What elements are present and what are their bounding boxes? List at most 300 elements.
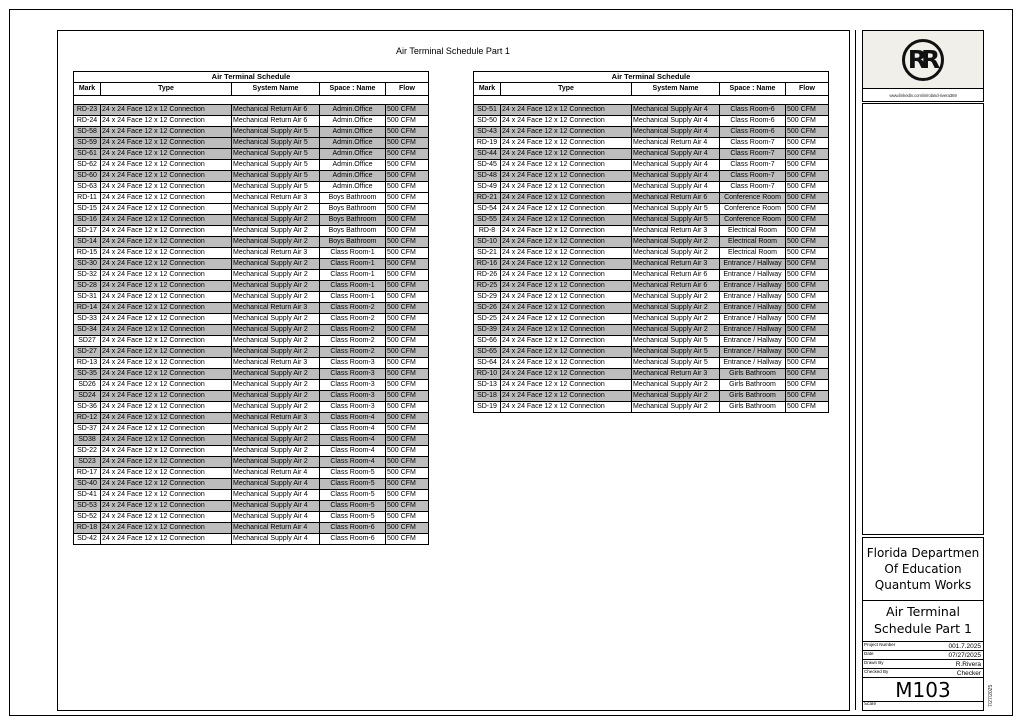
system-cell: Mechanical Supply Air 5 (632, 358, 720, 369)
table-row (74, 446, 429, 457)
flow-cell: 500 CFM (386, 248, 429, 259)
system-cell: Mechanical Supply Air 2 (632, 391, 720, 402)
flow-cell: 500 CFM (386, 336, 429, 347)
flow-cell: 500 CFM (786, 402, 829, 413)
table-row (74, 534, 429, 545)
mark-cell: RD-18 (74, 523, 101, 534)
system-cell: Mechanical Supply Air 2 (632, 402, 720, 413)
system-cell: Mechanical Return Air 3 (232, 303, 320, 314)
space-cell: Boys Bathroom (320, 237, 386, 248)
space-cell: Class Room-7 (720, 160, 786, 171)
table-row (74, 523, 429, 534)
table-row (74, 226, 429, 237)
table-row (474, 259, 829, 270)
flow-cell: 500 CFM (786, 204, 829, 215)
mark-cell: SD27 (74, 336, 101, 347)
table-row (474, 347, 829, 358)
system-cell: Mechanical Supply Air 4 (232, 534, 320, 545)
table-row (74, 270, 429, 281)
flow-cell: 500 CFM (386, 424, 429, 435)
type-cell: 24 x 24 Face 12 x 12 Connection (101, 303, 232, 314)
table-row (74, 149, 429, 160)
space-cell: Admin.Office (320, 116, 386, 127)
table-row (74, 281, 429, 292)
table-row (74, 501, 429, 512)
table-row (74, 237, 429, 248)
space-cell: Class Room-2 (320, 336, 386, 347)
table-row (474, 116, 829, 127)
column-header: Space : Name (320, 83, 386, 96)
flow-cell: 500 CFM (386, 501, 429, 512)
space-cell: Class Room-6 (720, 116, 786, 127)
type-cell: 24 x 24 Face 12 x 12 Connection (501, 270, 632, 281)
type-cell: 24 x 24 Face 12 x 12 Connection (501, 149, 632, 160)
flow-cell: 500 CFM (386, 193, 429, 204)
field-project-number (863, 641, 983, 650)
system-cell: Mechanical Supply Air 5 (232, 149, 320, 160)
flow-cell: 500 CFM (386, 281, 429, 292)
type-cell: 24 x 24 Face 12 x 12 Connection (501, 402, 632, 413)
table-title: Air Terminal Schedule (74, 72, 429, 83)
air-terminal-schedule-table-right (473, 71, 829, 413)
flow-cell: 500 CFM (786, 149, 829, 160)
mark-cell: SD-50 (474, 116, 501, 127)
type-cell: 24 x 24 Face 12 x 12 Connection (501, 193, 632, 204)
flow-cell: 500 CFM (786, 160, 829, 171)
flow-cell: 500 CFM (386, 226, 429, 237)
flow-cell: 500 CFM (386, 237, 429, 248)
table-row (474, 215, 829, 226)
flow-cell: 500 CFM (386, 435, 429, 446)
type-cell: 24 x 24 Face 12 x 12 Connection (101, 479, 232, 490)
type-cell: 24 x 24 Face 12 x 12 Connection (101, 325, 232, 336)
space-cell: Boys Bathroom (320, 193, 386, 204)
mark-cell: RD-17 (74, 468, 101, 479)
field-value: R.Rivera (955, 661, 981, 668)
space-cell: Conference Room (720, 193, 786, 204)
space-cell: Class Room-6 (320, 534, 386, 545)
space-cell: Entrance / Hallway (720, 270, 786, 281)
space-cell: Class Room-2 (320, 303, 386, 314)
viewport-title: Air Terminal Schedule Part 1 (396, 46, 510, 56)
space-cell: Entrance / Hallway (720, 259, 786, 270)
table-title-row (474, 72, 829, 83)
flow-cell: 500 CFM (786, 380, 829, 391)
field-label: Checked By (864, 669, 889, 674)
type-cell: 24 x 24 Face 12 x 12 Connection (501, 127, 632, 138)
flow-cell: 500 CFM (386, 413, 429, 424)
table-blank-row (474, 96, 829, 105)
table-row (74, 490, 429, 501)
field-value: 07/27/2025 (948, 652, 981, 659)
table-row (74, 259, 429, 270)
system-cell: Mechanical Supply Air 4 (632, 116, 720, 127)
table-header-row (474, 83, 829, 96)
type-cell: 24 x 24 Face 12 x 12 Connection (501, 369, 632, 380)
system-cell: Mechanical Return Air 6 (632, 270, 720, 281)
system-cell: Mechanical Supply Air 5 (232, 160, 320, 171)
table-row (74, 380, 429, 391)
mark-cell: SD-45 (474, 160, 501, 171)
flow-cell: 500 CFM (386, 314, 429, 325)
space-cell: Entrance / Hallway (720, 303, 786, 314)
flow-cell: 500 CFM (386, 369, 429, 380)
space-cell: Class Room-3 (320, 402, 386, 413)
table-row (74, 347, 429, 358)
type-cell: 24 x 24 Face 12 x 12 Connection (101, 116, 232, 127)
type-cell: 24 x 24 Face 12 x 12 Connection (501, 281, 632, 292)
table-row (74, 292, 429, 303)
mark-cell: RD-24 (74, 116, 101, 127)
mark-cell: SD-19 (474, 402, 501, 413)
flow-cell: 500 CFM (786, 105, 829, 116)
type-cell: 24 x 24 Face 12 x 12 Connection (501, 226, 632, 237)
type-cell: 24 x 24 Face 12 x 12 Connection (101, 380, 232, 391)
space-cell: Electrical Room (720, 248, 786, 259)
system-cell: Mechanical Supply Air 2 (632, 380, 720, 391)
system-cell: Mechanical Return Air 3 (232, 358, 320, 369)
system-cell: Mechanical Supply Air 4 (632, 105, 720, 116)
type-cell: 24 x 24 Face 12 x 12 Connection (101, 281, 232, 292)
column-header: Type (101, 83, 232, 96)
type-cell: 24 x 24 Face 12 x 12 Connection (101, 413, 232, 424)
type-cell: 24 x 24 Face 12 x 12 Connection (501, 138, 632, 149)
logo-url: www.linkedin.com/in/roland-rivera369 (889, 92, 957, 98)
field-label: Date (864, 651, 874, 656)
table-row (74, 457, 429, 468)
client-name (863, 538, 983, 600)
system-cell: Mechanical Return Air 6 (232, 116, 320, 127)
mark-cell: SD-10 (474, 237, 501, 248)
flow-cell: 500 CFM (386, 292, 429, 303)
type-cell: 24 x 24 Face 12 x 12 Connection (501, 248, 632, 259)
mark-cell: RD-19 (474, 138, 501, 149)
field-value: 001.7.2025 (948, 643, 981, 650)
space-cell: Class Room-6 (720, 127, 786, 138)
type-cell: 24 x 24 Face 12 x 12 Connection (101, 347, 232, 358)
mark-cell: SD-31 (74, 292, 101, 303)
flow-cell: 500 CFM (386, 468, 429, 479)
space-cell: Class Room-4 (320, 424, 386, 435)
type-cell: 24 x 24 Face 12 x 12 Connection (101, 391, 232, 402)
type-cell: 24 x 24 Face 12 x 12 Connection (101, 457, 232, 468)
space-cell: Class Room-5 (320, 501, 386, 512)
mark-cell: SD-54 (474, 204, 501, 215)
system-cell: Mechanical Supply Air 2 (232, 314, 320, 325)
mark-cell: SD-33 (74, 314, 101, 325)
mark-cell: SD-44 (474, 149, 501, 160)
system-cell: Mechanical Supply Air 2 (232, 204, 320, 215)
mark-cell: RD-11 (74, 193, 101, 204)
mark-cell: SD-14 (74, 237, 101, 248)
space-cell: Entrance / Hallway (720, 292, 786, 303)
flow-cell: 500 CFM (786, 358, 829, 369)
space-cell: Class Room-7 (720, 138, 786, 149)
table-row (474, 303, 829, 314)
space-cell: Class Room-2 (320, 325, 386, 336)
client-line: Quantum Works (874, 578, 972, 593)
table-row (474, 314, 829, 325)
type-cell: 24 x 24 Face 12 x 12 Connection (101, 171, 232, 182)
table-row (474, 369, 829, 380)
system-cell: Mechanical Supply Air 2 (232, 347, 320, 358)
system-cell: Mechanical Supply Air 2 (232, 237, 320, 248)
system-cell: Mechanical Supply Air 2 (232, 369, 320, 380)
flow-cell: 500 CFM (386, 402, 429, 413)
type-cell: 24 x 24 Face 12 x 12 Connection (101, 490, 232, 501)
mark-cell: SD-15 (74, 204, 101, 215)
space-cell: Class Room-4 (320, 435, 386, 446)
mark-cell: SD-61 (74, 149, 101, 160)
type-cell: 24 x 24 Face 12 x 12 Connection (101, 193, 232, 204)
flow-cell: 500 CFM (386, 457, 429, 468)
flow-cell: 500 CFM (386, 512, 429, 523)
space-cell: Boys Bathroom (320, 226, 386, 237)
plot-stamp: 7/27/2025 (988, 684, 994, 707)
type-cell: 24 x 24 Face 12 x 12 Connection (101, 512, 232, 523)
mark-cell: RD-10 (474, 369, 501, 380)
space-cell: Conference Room (720, 215, 786, 226)
flow-cell: 500 CFM (386, 490, 429, 501)
table-row (474, 270, 829, 281)
space-cell: Entrance / Hallway (720, 336, 786, 347)
mark-cell: SD-28 (74, 281, 101, 292)
system-cell: Mechanical Return Air 6 (232, 105, 320, 116)
space-cell: Entrance / Hallway (720, 314, 786, 325)
table-row (74, 182, 429, 193)
type-cell: 24 x 24 Face 12 x 12 Connection (101, 215, 232, 226)
mark-cell: SD-40 (74, 479, 101, 490)
space-cell: Class Room-3 (320, 358, 386, 369)
mark-cell: SD-55 (474, 215, 501, 226)
field-checked-by (863, 668, 983, 677)
field-date (863, 650, 983, 659)
space-cell: Girls Bathroom (720, 369, 786, 380)
space-cell: Class Room-4 (320, 457, 386, 468)
space-cell: Admin.Office (320, 138, 386, 149)
system-cell: Mechanical Return Air 4 (232, 468, 320, 479)
type-cell: 24 x 24 Face 12 x 12 Connection (101, 314, 232, 325)
mark-cell: SD-22 (74, 446, 101, 457)
system-cell: Mechanical Supply Air 4 (232, 479, 320, 490)
system-cell: Mechanical Supply Air 5 (232, 182, 320, 193)
system-cell: Mechanical Supply Air 2 (632, 237, 720, 248)
table-row (474, 149, 829, 160)
mark-cell: SD-37 (74, 424, 101, 435)
flow-cell: 500 CFM (786, 281, 829, 292)
rr-logo-icon: RR (902, 39, 944, 81)
mark-cell: RD-26 (474, 270, 501, 281)
table-row (74, 402, 429, 413)
titleblock (862, 30, 984, 710)
system-cell: Mechanical Supply Air 2 (232, 402, 320, 413)
mark-cell: RD-21 (474, 193, 501, 204)
system-cell: Mechanical Supply Air 2 (232, 435, 320, 446)
mark-cell: SD-13 (474, 380, 501, 391)
type-cell: 24 x 24 Face 12 x 12 Connection (101, 226, 232, 237)
space-cell: Admin.Office (320, 149, 386, 160)
table-row (474, 402, 829, 413)
type-cell: 24 x 24 Face 12 x 12 Connection (101, 402, 232, 413)
sheet-number: M103 (863, 677, 983, 701)
system-cell: Mechanical Supply Air 4 (632, 182, 720, 193)
system-cell: Mechanical Return Air 4 (632, 138, 720, 149)
table-row (474, 281, 829, 292)
table-row (74, 512, 429, 523)
logo-area (863, 31, 983, 89)
system-cell: Mechanical Supply Air 2 (232, 292, 320, 303)
type-cell: 24 x 24 Face 12 x 12 Connection (101, 523, 232, 534)
sheet-title-line: Schedule Part 1 (873, 621, 973, 636)
space-cell: Class Room-4 (320, 446, 386, 457)
flow-cell: 500 CFM (386, 391, 429, 402)
type-cell: 24 x 24 Face 12 x 12 Connection (501, 292, 632, 303)
system-cell: Mechanical Supply Air 2 (232, 391, 320, 402)
sheet-title-line: Air Terminal (886, 604, 960, 620)
column-header: Mark (74, 83, 101, 96)
table-header-row (74, 83, 429, 96)
space-cell: Class Room-7 (720, 149, 786, 160)
flow-cell: 500 CFM (786, 248, 829, 259)
table-row (74, 336, 429, 347)
mark-cell: SD23 (74, 457, 101, 468)
titleblock-info-box (862, 537, 984, 711)
space-cell: Girls Bathroom (720, 380, 786, 391)
flow-cell: 500 CFM (786, 116, 829, 127)
flow-cell: 500 CFM (786, 127, 829, 138)
system-cell: Mechanical Supply Air 2 (632, 325, 720, 336)
column-header: Flow (386, 83, 429, 96)
system-cell: Mechanical Return Air 6 (632, 193, 720, 204)
flow-cell: 500 CFM (386, 149, 429, 160)
space-cell: Class Room-4 (320, 413, 386, 424)
mark-cell: SD-62 (74, 160, 101, 171)
space-cell: Class Room-1 (320, 259, 386, 270)
system-cell: Mechanical Supply Air 4 (632, 160, 720, 171)
space-cell: Girls Bathroom (720, 391, 786, 402)
space-cell: Boys Bathroom (320, 215, 386, 226)
space-cell: Class Room-1 (320, 292, 386, 303)
space-cell: Admin.Office (320, 127, 386, 138)
type-cell: 24 x 24 Face 12 x 12 Connection (501, 336, 632, 347)
system-cell: Mechanical Supply Air 2 (632, 314, 720, 325)
space-cell: Class Room-1 (320, 248, 386, 259)
space-cell: Admin.Office (320, 182, 386, 193)
table-row (474, 237, 829, 248)
system-cell: Mechanical Supply Air 2 (232, 446, 320, 457)
field-value: Checker (956, 670, 981, 677)
flow-cell: 500 CFM (386, 325, 429, 336)
system-cell: Mechanical Supply Air 2 (232, 259, 320, 270)
space-cell: Girls Bathroom (720, 402, 786, 413)
column-header: System Name (232, 83, 320, 96)
table-row (474, 358, 829, 369)
mark-cell: SD-49 (474, 182, 501, 193)
flow-cell: 500 CFM (786, 391, 829, 402)
system-cell: Mechanical Supply Air 2 (632, 248, 720, 259)
system-cell: Mechanical Supply Air 2 (632, 292, 720, 303)
system-cell: Mechanical Supply Air 2 (232, 281, 320, 292)
space-cell: Entrance / Hallway (720, 281, 786, 292)
system-cell: Mechanical Return Air 3 (232, 248, 320, 259)
system-cell: Mechanical Return Air 3 (632, 259, 720, 270)
mark-cell: SD-27 (74, 347, 101, 358)
type-cell: 24 x 24 Face 12 x 12 Connection (501, 391, 632, 402)
system-cell: Mechanical Return Air 3 (232, 413, 320, 424)
type-cell: 24 x 24 Face 12 x 12 Connection (101, 182, 232, 193)
flow-cell: 500 CFM (386, 182, 429, 193)
flow-cell: 500 CFM (786, 336, 829, 347)
system-cell: Mechanical Supply Air 4 (232, 490, 320, 501)
type-cell: 24 x 24 Face 12 x 12 Connection (101, 534, 232, 545)
flow-cell: 500 CFM (386, 380, 429, 391)
flow-cell: 500 CFM (386, 358, 429, 369)
space-cell: Class Room-5 (320, 479, 386, 490)
system-cell: Mechanical Supply Air 2 (232, 424, 320, 435)
space-cell: Class Room-3 (320, 380, 386, 391)
flow-cell: 500 CFM (386, 303, 429, 314)
table-row (74, 127, 429, 138)
mark-cell: RD-12 (74, 413, 101, 424)
space-cell: Class Room-7 (720, 171, 786, 182)
system-cell: Mechanical Supply Air 5 (632, 336, 720, 347)
system-cell: Mechanical Supply Air 2 (232, 215, 320, 226)
mark-cell: SD-60 (74, 171, 101, 182)
client-line: Florida Departmen (866, 545, 980, 560)
mark-cell: SD-65 (474, 347, 501, 358)
space-cell: Class Room-6 (320, 523, 386, 534)
table-row (474, 127, 829, 138)
space-cell: Class Room-2 (320, 314, 386, 325)
mark-cell: RD-14 (74, 303, 101, 314)
flow-cell: 500 CFM (386, 160, 429, 171)
space-cell: Class Room-7 (720, 182, 786, 193)
column-header: Flow (786, 83, 829, 96)
type-cell: 24 x 24 Face 12 x 12 Connection (101, 292, 232, 303)
space-cell: Boys Bathroom (320, 204, 386, 215)
type-cell: 24 x 24 Face 12 x 12 Connection (501, 182, 632, 193)
table-row (74, 193, 429, 204)
client-line: Of Education (884, 561, 962, 576)
mark-cell: SD-42 (74, 534, 101, 545)
type-cell: 24 x 24 Face 12 x 12 Connection (101, 468, 232, 479)
mark-cell: RD-23 (74, 105, 101, 116)
space-cell: Class Room-3 (320, 391, 386, 402)
type-cell: 24 x 24 Face 12 x 12 Connection (501, 358, 632, 369)
flow-cell: 500 CFM (386, 270, 429, 281)
field-label: Drawn By (864, 660, 884, 665)
system-cell: Mechanical Supply Air 2 (232, 336, 320, 347)
type-cell: 24 x 24 Face 12 x 12 Connection (501, 105, 632, 116)
table-row (74, 468, 429, 479)
space-cell: Class Room-2 (320, 347, 386, 358)
table-row (74, 204, 429, 215)
type-cell: 24 x 24 Face 12 x 12 Connection (101, 446, 232, 457)
mark-cell: SD-17 (74, 226, 101, 237)
flow-cell: 500 CFM (386, 204, 429, 215)
table-row (474, 182, 829, 193)
type-cell: 24 x 24 Face 12 x 12 Connection (501, 171, 632, 182)
system-cell: Mechanical Return Air 6 (632, 281, 720, 292)
space-cell: Class Room-5 (320, 468, 386, 479)
flow-cell: 500 CFM (786, 369, 829, 380)
space-cell: Electrical Room (720, 237, 786, 248)
mark-cell: SD-32 (74, 270, 101, 281)
space-cell: Class Room-1 (320, 281, 386, 292)
flow-cell: 500 CFM (386, 105, 429, 116)
mark-cell: SD-41 (74, 490, 101, 501)
column-header: Space : Name (720, 83, 786, 96)
